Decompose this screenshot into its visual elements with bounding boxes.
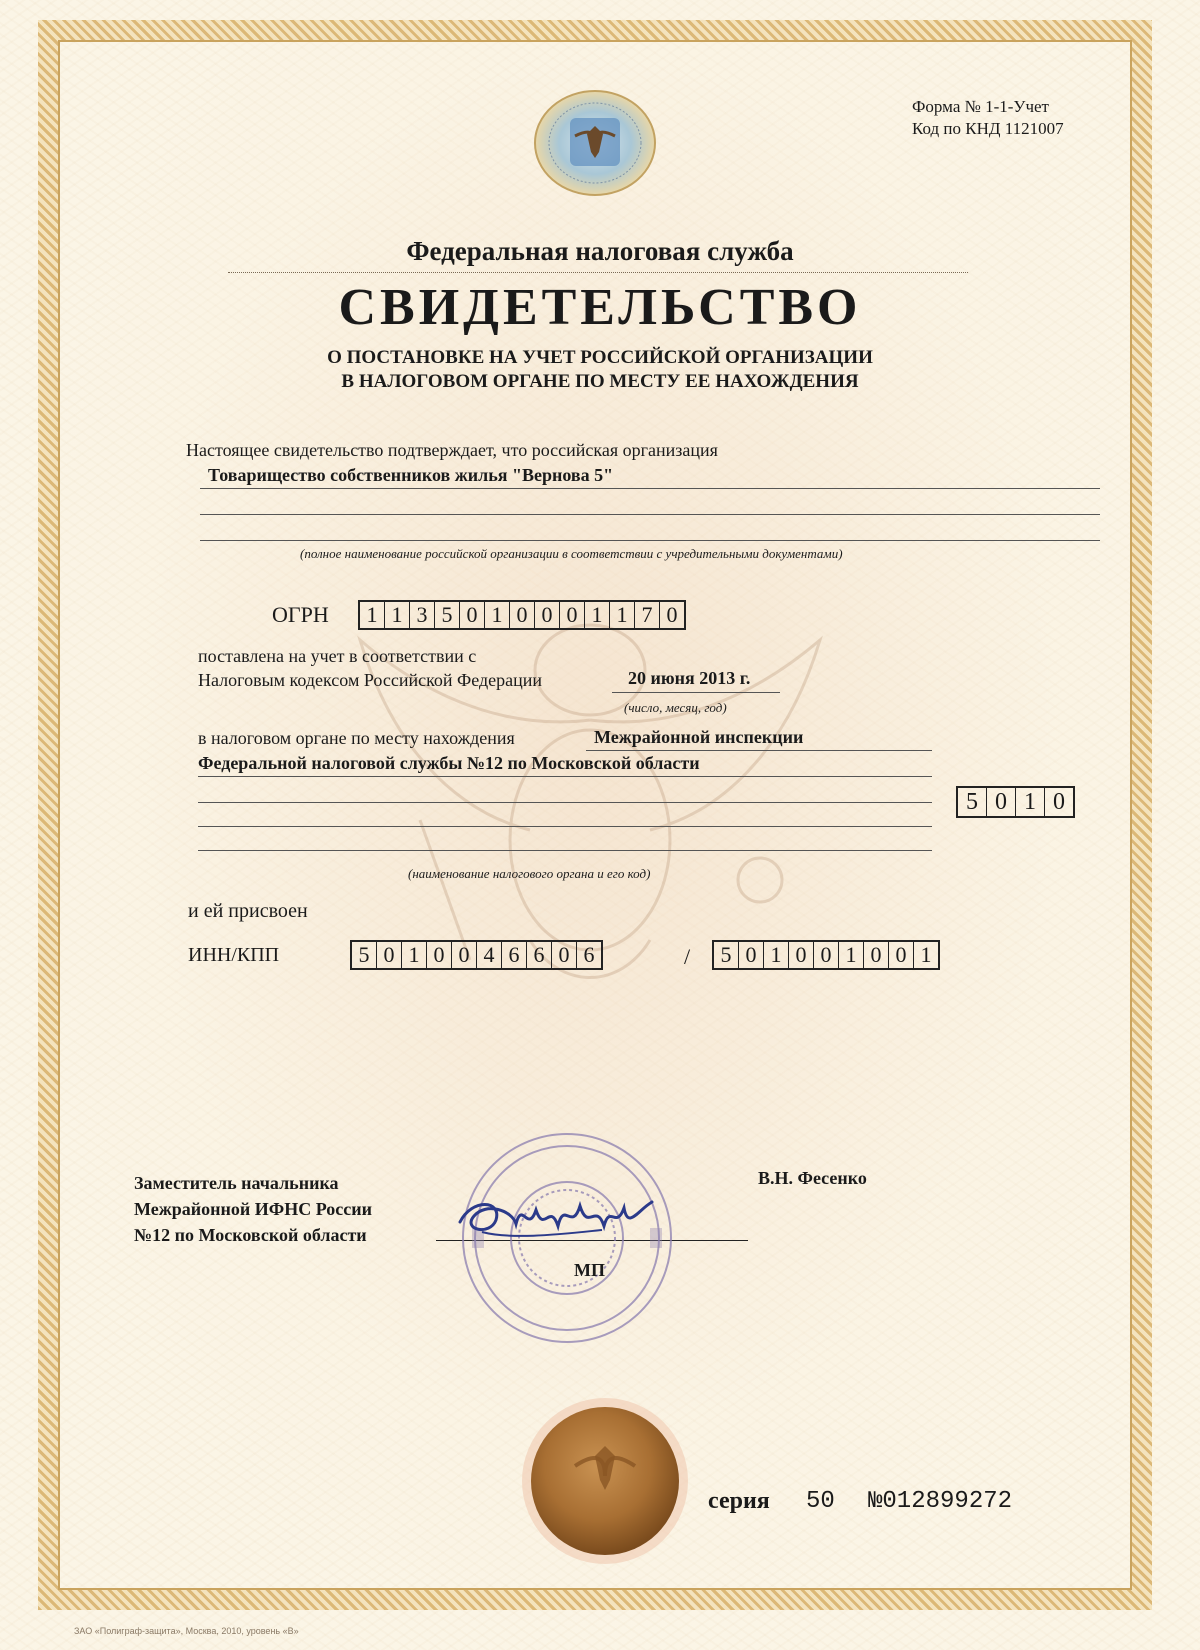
tax-authority-name-1: Межрайонной инспекции: [594, 727, 804, 747]
ogrn-digit-boxes: [358, 600, 686, 630]
signatory-name: В.Н. Фесенко: [758, 1168, 867, 1188]
assigned-text: и ей присвоен: [188, 900, 308, 922]
series-value: 50: [806, 1488, 835, 1515]
signatory-title-2: Межрайонной ИФНС России: [134, 1199, 373, 1219]
tax-line-3: [198, 802, 932, 803]
agency-divider: [228, 272, 968, 273]
inn-digit: 4: [477, 942, 502, 968]
kpp-digit: 1: [920, 942, 932, 967]
kpp-digit: 0: [814, 942, 839, 968]
ogrn-digit: 0: [560, 602, 585, 628]
form-number: Форма № 1-1-Учет: [912, 97, 1049, 116]
form-identifier: [912, 96, 1064, 140]
inn-digit: 6: [502, 942, 527, 968]
ogrn-digit: 0: [535, 602, 560, 628]
signature-icon: [452, 1180, 672, 1250]
tax-code-digit: 0: [987, 788, 1016, 816]
kpp-digit: 0: [789, 942, 814, 968]
document-title: СВИДЕТЕЛЬСТВО: [338, 279, 862, 336]
inn-digit: 5: [352, 942, 377, 968]
tax-authority-code-boxes: [956, 786, 1075, 818]
kpp-digit-boxes: [712, 940, 940, 970]
tax-code-digit: 0: [1053, 789, 1065, 815]
knd-code: Код по КНД 1121007: [912, 119, 1064, 138]
tax-line-1: [586, 750, 932, 751]
kpp-digit: 1: [839, 942, 864, 968]
signatory-title: [134, 1170, 372, 1248]
org-name-line-2: [200, 514, 1100, 515]
inn-digit: 0: [452, 942, 477, 968]
organization-caption: (полное наименование российской организации в соответствии с учредительными документами): [300, 546, 843, 561]
printer-note: ЗАО «Полиграф-защита», Москва, 2010, уровень «В»: [74, 1626, 299, 1636]
ogrn-digit: 0: [666, 602, 678, 627]
date-caption: (число, месяц, год): [624, 700, 727, 715]
ogrn-digit: 1: [610, 602, 635, 628]
org-name-line-3: [200, 540, 1100, 541]
signatory-title-1: Заместитель начальника: [134, 1173, 339, 1193]
kpp-digit: 0: [889, 942, 914, 968]
kpp-digit: 1: [764, 942, 789, 968]
ogrn-digit: 7: [635, 602, 660, 628]
subtitle-line-1: О ПОСТАНОВКЕ НА УЧЕТ РОССИЙСКОЙ ОРГАНИЗАЦИИ: [327, 347, 873, 368]
registration-line-1: поставлена на учет в соответствии с: [198, 646, 477, 666]
registration-date: 20 июня 2013 г.: [628, 668, 751, 688]
kpp-digit: 0: [864, 942, 889, 968]
serial-number: №012899272: [868, 1488, 1013, 1515]
inn-digit-boxes: [350, 940, 603, 970]
ogrn-digit: 5: [435, 602, 460, 628]
registration-line-2: Налоговым кодексом Российской Федерации: [198, 670, 543, 690]
inn-kpp-label: ИНН/КПП: [188, 944, 280, 966]
tax-code-digit: 5: [958, 788, 987, 816]
ogrn-digit: 1: [360, 602, 385, 628]
inn-digit: 1: [402, 942, 427, 968]
tax-line-5: [198, 850, 932, 851]
inn-digit: 0: [377, 942, 402, 968]
signatory-title-3: №12 по Московской области: [134, 1225, 367, 1245]
wax-seal-icon: [520, 1396, 690, 1566]
tax-authority-caption: (наименование налогового органа и его код): [408, 866, 651, 881]
inn-kpp-separator: /: [684, 944, 691, 969]
hologram-emblem-icon: [530, 88, 660, 198]
inn-digit: 0: [552, 942, 577, 968]
ogrn-digit: 0: [460, 602, 485, 628]
intro-text: Настоящее свидетельство подтверждает, что российская организация: [186, 440, 718, 460]
tax-line-4: [198, 826, 932, 827]
ogrn-digit: 1: [485, 602, 510, 628]
tax-authority-prefix: в налоговом органе по месту нахождения: [198, 728, 515, 748]
kpp-digit: 0: [739, 942, 764, 968]
organization-name: Товарищество собственников жилья "Вернова 5": [208, 465, 614, 485]
ogrn-digit: 0: [510, 602, 535, 628]
seal-mark: МП: [574, 1260, 605, 1280]
inn-digit: 6: [527, 942, 552, 968]
subtitle-line-2: В НАЛОГОВОМ ОРГАНЕ ПО МЕСТУ ЕЕ НАХОЖДЕНИЯ: [341, 371, 859, 392]
date-underline: [612, 692, 780, 693]
document-subtitle: [0, 346, 1200, 394]
ogrn-digit: 3: [410, 602, 435, 628]
inn-digit: 0: [427, 942, 452, 968]
ogrn-digit: 1: [585, 602, 610, 628]
org-name-line-1: [200, 488, 1100, 489]
kpp-digit: 5: [714, 942, 739, 968]
ogrn-digit: 1: [385, 602, 410, 628]
tax-authority-name-2: Федеральной налоговой службы №12 по Московской области: [198, 753, 700, 773]
agency-name: Федеральная налоговая служба: [406, 236, 794, 266]
ogrn-label: ОГРН: [272, 602, 329, 627]
tax-code-digit: 1: [1016, 788, 1045, 816]
series-label: серия: [708, 1488, 770, 1514]
tax-line-2: [198, 776, 932, 777]
inn-digit: 6: [583, 942, 595, 967]
